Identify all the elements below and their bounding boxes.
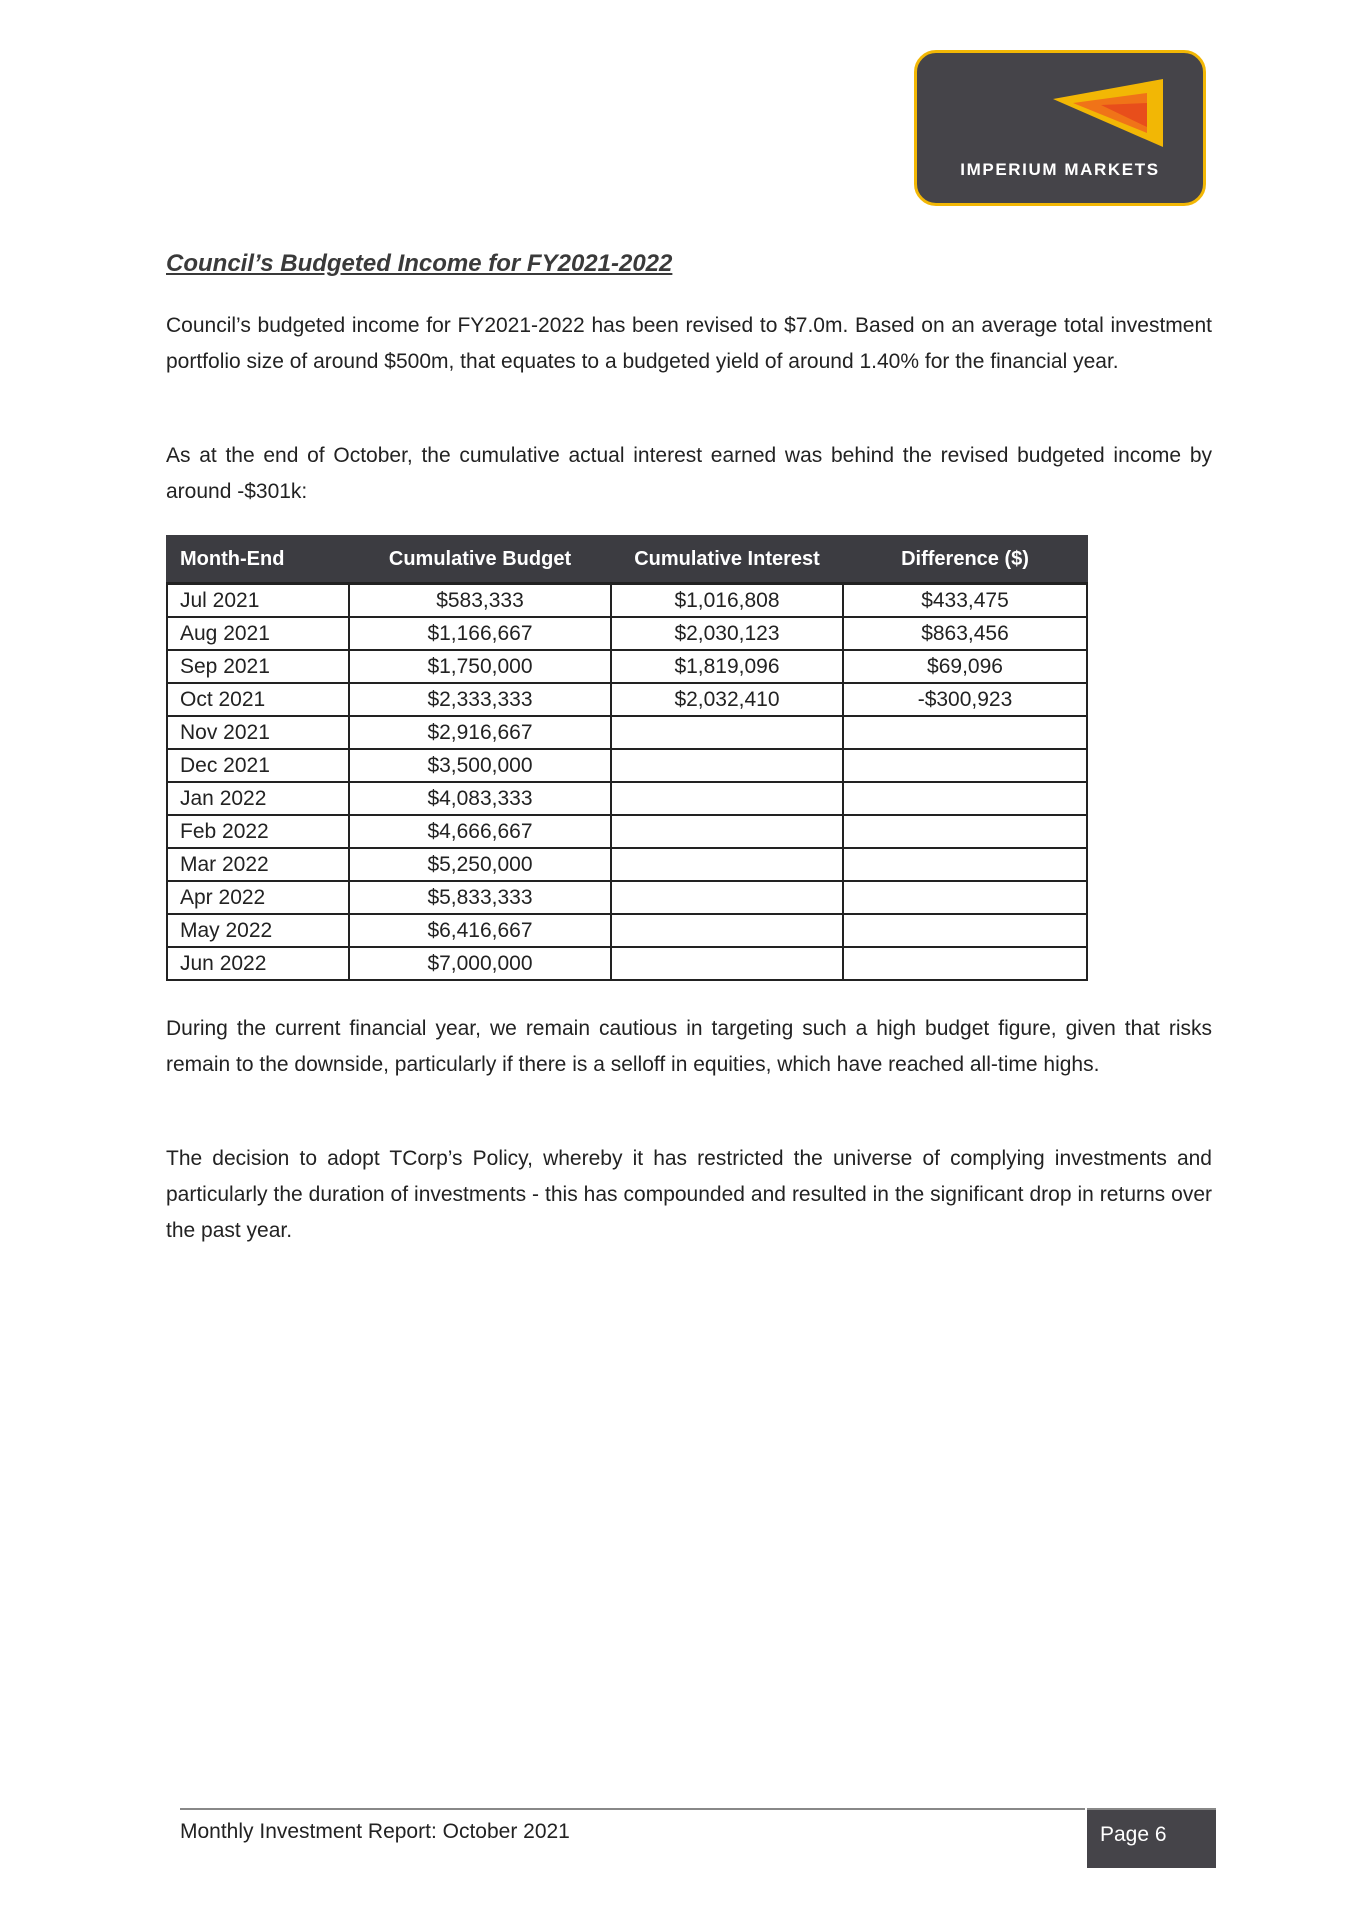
cell-difference [843,848,1087,881]
cell-difference [843,782,1087,815]
logo-text: IMPERIUM MARKETS [960,160,1160,179]
table-row [167,716,1087,749]
header-cumulative-interest: Cumulative Interest [611,536,843,584]
cell-cumulative-interest [611,881,843,914]
paragraph-october-status: As at the end of October, the cumulative actual interest earned was behind the revised budgeted income by around -$301k: [166,444,1212,503]
table-header-row [167,536,1087,584]
cell-cumulative-budget: $4,666,667 [349,815,611,848]
cell-difference: $433,475 [843,584,1087,618]
cell-difference: $69,096 [843,650,1087,683]
footer-report-title: Monthly Investment Report: October 2021 [180,1820,570,1843]
page-number-box [1087,1808,1216,1868]
header-difference: Difference ($) [843,536,1087,584]
cell-difference [843,914,1087,947]
cell-cumulative-budget: $2,916,667 [349,716,611,749]
section-heading: Council’s Budgeted Income for FY2021-2022 [166,250,673,277]
cell-cumulative-interest [611,716,843,749]
cell-month-end: Sep 2021 [167,650,349,683]
cell-cumulative-interest [611,914,843,947]
table-row [167,881,1087,914]
cell-cumulative-budget: $7,000,000 [349,947,611,980]
page-number: Page 6 [1100,1823,1167,1846]
cell-difference [843,947,1087,980]
cell-cumulative-interest [611,749,843,782]
cell-difference: $863,456 [843,617,1087,650]
cell-cumulative-budget: $1,166,667 [349,617,611,650]
cell-cumulative-interest [611,815,843,848]
imperium-markets-logo [914,50,1206,206]
table-row [167,584,1087,618]
cell-cumulative-interest: $2,032,410 [611,683,843,716]
table-row [167,650,1087,683]
cell-month-end: Aug 2021 [167,617,349,650]
cell-month-end: Apr 2022 [167,881,349,914]
cell-cumulative-budget: $5,250,000 [349,848,611,881]
table-row [167,782,1087,815]
cell-month-end: Jun 2022 [167,947,349,980]
paragraph-caution: During the current financial year, we remain cautious in targeting such a high budget figure, given that risks remain to the downside, particularly if there is a selloff in equities, which have reached all-time highs. [166,1017,1212,1076]
table-row [167,617,1087,650]
cell-cumulative-interest [611,947,843,980]
cell-month-end: Jul 2021 [167,584,349,618]
cell-cumulative-budget: $3,500,000 [349,749,611,782]
cell-cumulative-interest [611,848,843,881]
cell-month-end: Oct 2021 [167,683,349,716]
cell-cumulative-interest: $1,819,096 [611,650,843,683]
cell-cumulative-budget: $1,750,000 [349,650,611,683]
cell-difference [843,716,1087,749]
cell-cumulative-budget: $2,333,333 [349,683,611,716]
triangle-logo-icon [1053,77,1173,147]
cell-cumulative-interest: $1,016,808 [611,584,843,618]
table-row [167,947,1087,980]
header-month-end: Month-End [167,536,349,584]
cell-cumulative-budget: $4,083,333 [349,782,611,815]
cell-month-end: Feb 2022 [167,815,349,848]
header-cumulative-budget: Cumulative Budget [349,536,611,584]
cell-month-end: Nov 2021 [167,716,349,749]
table-row [167,683,1087,716]
cell-month-end: Dec 2021 [167,749,349,782]
paragraph-tcorp-policy: The decision to adopt TCorp’s Policy, whereby it has restricted the universe of complying investments and particularly the duration of investments - this has compounded and resulted in the significant drop in returns over the past year. [166,1147,1212,1242]
cell-month-end: May 2022 [167,914,349,947]
cell-difference: -$300,923 [843,683,1087,716]
cell-cumulative-budget: $583,333 [349,584,611,618]
table-row [167,848,1087,881]
cell-cumulative-interest [611,782,843,815]
cell-cumulative-budget: $5,833,333 [349,881,611,914]
cell-difference [843,815,1087,848]
cell-cumulative-interest: $2,030,123 [611,617,843,650]
cell-month-end: Jan 2022 [167,782,349,815]
table-row [167,914,1087,947]
cell-difference [843,749,1087,782]
cell-cumulative-budget: $6,416,667 [349,914,611,947]
table-row [167,749,1087,782]
cell-month-end: Mar 2022 [167,848,349,881]
paragraph-budget-revision: Council’s budgeted income for FY2021-2022 has been revised to $7.0m. Based on an average total investment portfolio size of around $500m, that equates to a budgeted yield of around 1.40% for the financial year. [166,314,1212,373]
table-row [167,815,1087,848]
cell-difference [843,881,1087,914]
footer-divider [180,1808,1085,1810]
budget-table [166,535,1088,981]
